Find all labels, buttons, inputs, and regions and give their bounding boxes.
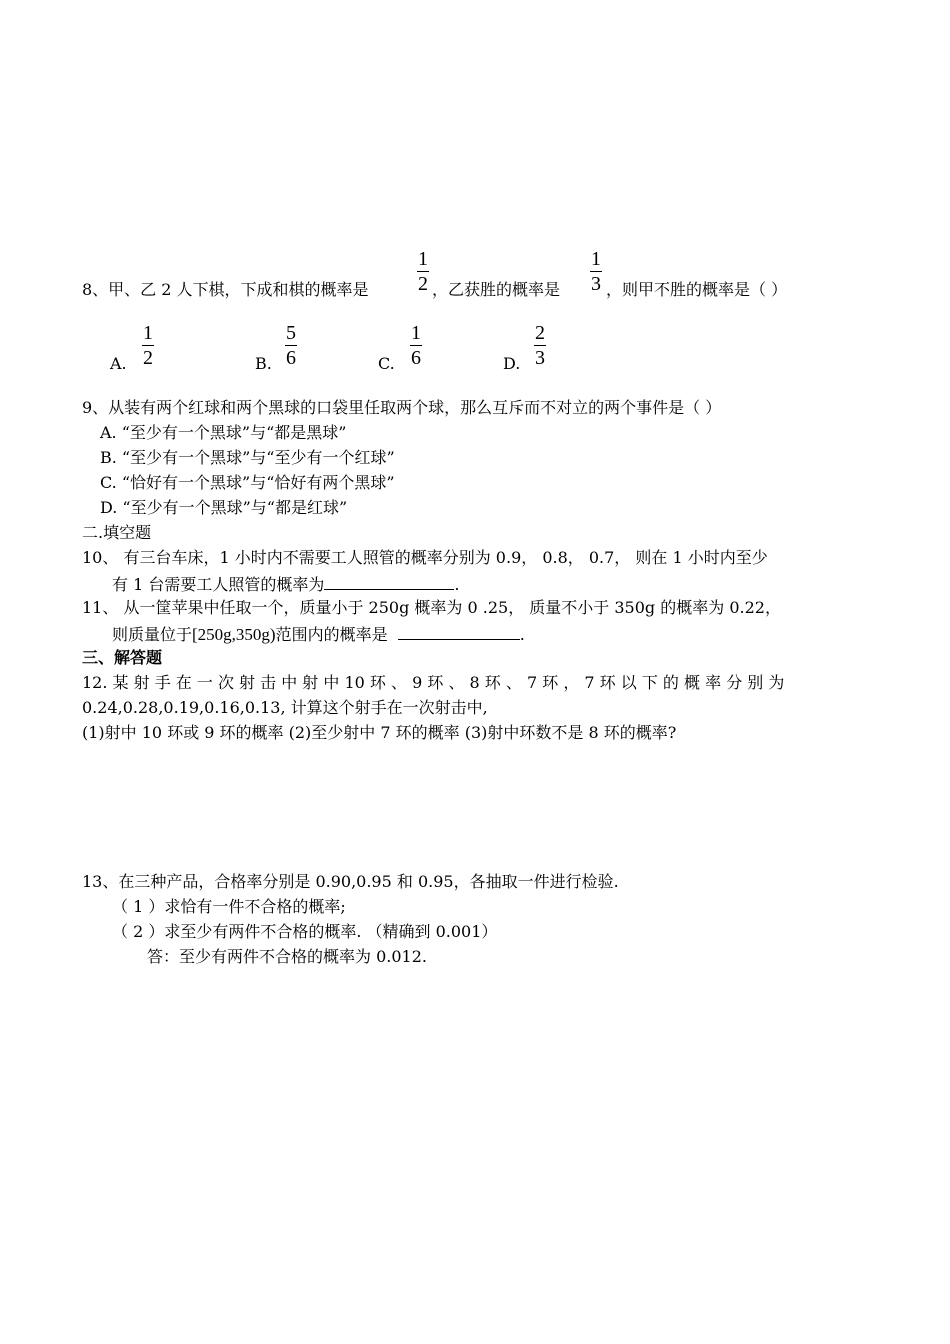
q8-fraction-draw — [417, 248, 429, 295]
q13-part1: （ 1 ）求恰有一件不合格的概率; — [112, 897, 346, 916]
fraction-bar — [590, 271, 602, 272]
fraction-bar — [285, 345, 297, 346]
q8-text-a: 8、甲、乙 2 人下棋，下成和棋的概率是 — [82, 280, 369, 299]
fraction-numerator: 2 — [535, 322, 545, 344]
q9-option-d: D. “至少有一个黑球”与“都是红球” — [100, 498, 348, 517]
q11-interval: [250g,350g) — [192, 625, 276, 644]
q8-option-a-fraction — [142, 322, 154, 369]
q10-line2-text: 有 1 台需要工人照管的概率为 — [112, 575, 325, 594]
q13-answer: 答：至少有两件不合格的概率为 0.012. — [147, 947, 427, 966]
fraction-denominator: 2 — [143, 347, 153, 369]
q9-option-b: B. “至少有一个黑球”与“至少有一个红球” — [100, 448, 395, 467]
section-solutions-heading: 三、解答题 — [82, 648, 163, 667]
fraction-bar — [410, 345, 422, 346]
q13-line1: 13、在三种产品，合格率分别是 0.90,0.95 和 0.95，各抽取一件进行检验. — [82, 872, 619, 891]
q10-line2 — [112, 573, 459, 595]
q10-line2-end: . — [454, 575, 460, 594]
q11-line2-end: . — [519, 625, 525, 644]
q8-option-c-fraction — [410, 322, 422, 369]
q13-part2: （ 2 ）求至少有两件不合格的概率. （精确到 0.001） — [112, 922, 498, 941]
q10-answer-blank[interactable] — [324, 573, 454, 590]
q11-line2 — [112, 623, 525, 645]
q8-option-d-fraction — [534, 322, 546, 369]
q11-line2-text-a: 则质量位于 — [112, 625, 193, 644]
fraction-numerator: 1 — [591, 248, 601, 270]
fraction-bar — [417, 271, 429, 272]
fraction-denominator: 6 — [411, 347, 421, 369]
q9-option-a: A. “至少有一个黑球”与“都是黑球” — [100, 423, 347, 442]
q11-answer-blank[interactable] — [398, 623, 520, 640]
q8-option-label: C. — [378, 354, 395, 373]
q12-line2: 0.24,0.28,0.19,0.16,0.13, 计算这个射手在一次射击中, — [82, 698, 488, 717]
q8-fraction-win — [590, 248, 602, 295]
fraction-numerator: 1 — [411, 322, 421, 344]
q11-line2-text-b: 范围内的概率是 — [275, 625, 388, 644]
section-fill-in-heading: 二.填空题 — [82, 523, 152, 542]
fraction-denominator: 3 — [535, 347, 545, 369]
fraction-bar — [534, 345, 546, 346]
fraction-numerator: 1 — [418, 248, 428, 270]
fraction-denominator: 3 — [591, 273, 601, 295]
q8-option-label: B. — [255, 354, 272, 373]
fraction-numerator: 1 — [143, 322, 153, 344]
q11-line1: 11、 从一筐苹果中任取一个，质量小于 250g 概率为 0 .25， 质量不小于 350g 的概率为 0.22， — [82, 598, 781, 617]
fraction-numerator: 5 — [286, 322, 296, 344]
q8-option-label: D. — [503, 354, 521, 373]
q9-stem: 9、从装有两个红球和两个黑球的口袋里任取两个球，那么互斥而不对立的两个事件是（ ） — [82, 398, 722, 417]
fraction-denominator: 2 — [418, 273, 428, 295]
q8-option-b-fraction — [285, 322, 297, 369]
fraction-bar — [142, 345, 154, 346]
q12-line1: 12. 某 射 手 在 一 次 射 击 中 射 中 10 环 、 9 环 、 8 环 、 7 环 ， 7 环 以 下 的 概 率 分 别 为 — [82, 673, 785, 692]
q10-line1: 10、 有三台车床，1 小时内不需要工人照管的概率分别为 0.9， 0.8， 0.7， 则在 1 小时内至少 — [82, 548, 768, 567]
q8-text-b: ，乙获胜的概率是 — [432, 280, 561, 299]
q9-option-c: C. “恰好有一个黑球”与“恰好有两个黑球” — [100, 473, 395, 492]
q8-text-c: ，则甲不胜的概率是（ ） — [606, 280, 788, 299]
q12-line3: (1)射中 10 环或 9 环的概率 (2)至少射中 7 环的概率 (3)射中环数不是 8 环的概率? — [82, 723, 677, 742]
fraction-denominator: 6 — [286, 347, 296, 369]
q8-option-label: A. — [110, 354, 127, 373]
